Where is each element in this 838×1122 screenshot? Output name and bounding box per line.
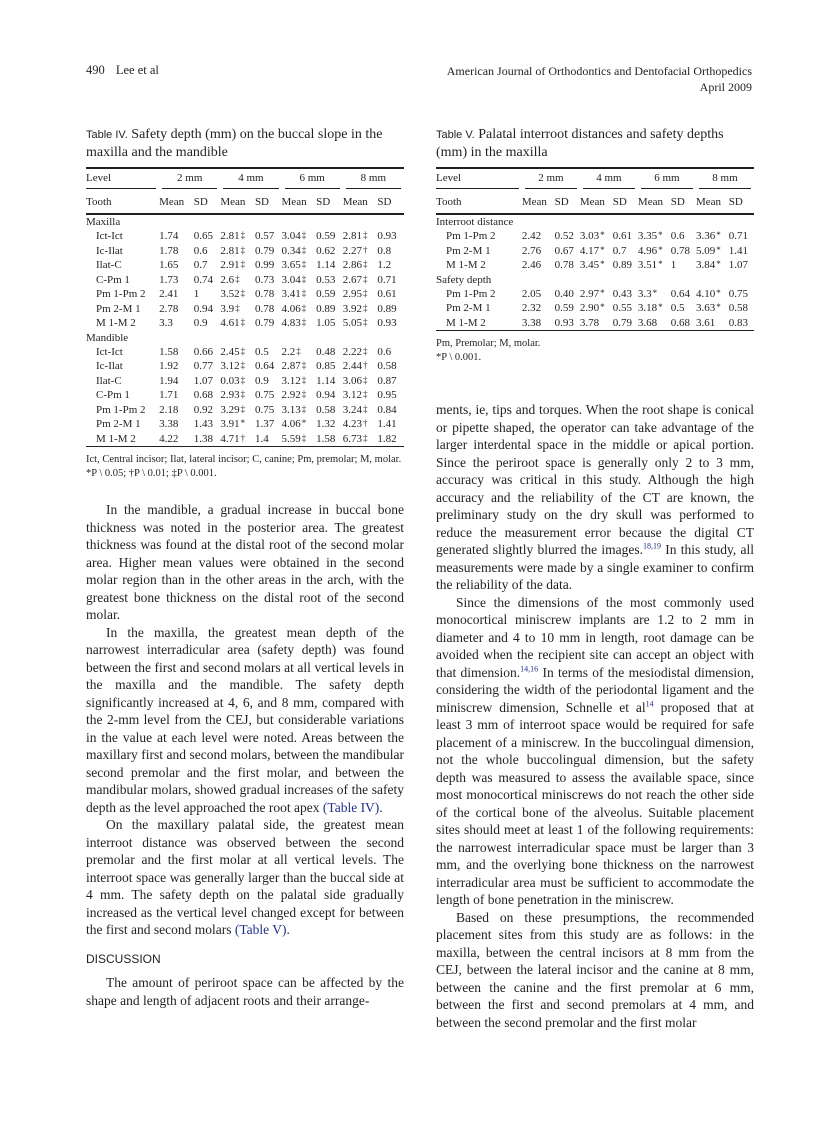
value-cell: 4.61‡ xyxy=(220,317,246,330)
value-cell: 2.46 xyxy=(521,259,542,272)
stat-header: Mean xyxy=(579,196,605,208)
value-cell: 2.81‡ xyxy=(220,230,246,243)
table4-abbrev-note: Ict, Central incisor; Ilat, lateral incisor; C, canine; Pm, premolar; M, molar. xyxy=(86,454,402,465)
citation-link[interactable]: 18,19 xyxy=(643,541,662,551)
left-column xyxy=(86,126,404,1009)
running-header-right xyxy=(447,63,752,95)
stat-header: SD xyxy=(316,196,331,208)
value-cell: 3.29‡ xyxy=(220,403,246,416)
value-cell: 2.93‡ xyxy=(220,389,246,402)
table-row xyxy=(86,229,404,244)
value-cell: 0.8 xyxy=(377,244,392,257)
value-cell: 0.89 xyxy=(612,259,632,272)
running-authors: Lee et al xyxy=(115,63,159,77)
value-cell: 0.68 xyxy=(193,389,213,402)
value-cell: 0.57 xyxy=(254,230,275,243)
table5-label: Table V. xyxy=(436,129,475,141)
table4-footnotes xyxy=(86,453,404,481)
value-cell: 0.74 xyxy=(193,273,213,286)
value-cell: 0.40 xyxy=(554,287,574,300)
value-cell: 1.05 xyxy=(316,317,336,330)
paragraph: On the maxillary palatal side, the greatest mean interroot distance was observed between the second premolar and the first molar at all vertical levels. The interroot space was generally larger than the buccal side at 4 mm. The safety depth on the palatal side gradually increased as the vertical level changed except for between the first and second molars (Table V). xyxy=(86,817,404,937)
stat-header: Mean xyxy=(695,196,721,208)
group-label: Safety depth xyxy=(436,273,492,286)
value-cell: 1.78 xyxy=(159,244,179,257)
value-cell: 4.71† xyxy=(220,432,246,445)
value-cell: 4.06* xyxy=(281,418,307,431)
tooth-cell: Pm 1-Pm 2 xyxy=(96,288,146,301)
value-cell: 1 xyxy=(193,288,200,301)
value-cell: 3.04‡ xyxy=(281,273,307,286)
value-cell: 0.64 xyxy=(670,287,690,300)
value-cell: 3.38 xyxy=(521,316,542,329)
value-cell: 5.09* xyxy=(695,244,721,257)
value-cell: 0.48 xyxy=(316,345,336,358)
value-cell: 1.65 xyxy=(159,259,179,272)
value-cell: 0.75 xyxy=(728,287,749,300)
tooth-cell: Pm 1-Pm 2 xyxy=(446,230,496,243)
level-column-header: 2 mm xyxy=(159,168,220,191)
tooth-cell: Ilat-C xyxy=(96,259,122,272)
value-cell: 0.58 xyxy=(728,302,749,315)
table5-abbrev-note: Pm, Premolar; M, molar. xyxy=(436,338,541,349)
table-row xyxy=(86,316,404,331)
value-cell: 0.78 xyxy=(670,244,690,257)
value-cell: 0.59 xyxy=(316,288,336,301)
value-cell: 0.7 xyxy=(193,259,208,272)
level-column-header: 8 mm xyxy=(696,168,754,191)
value-cell: 3.24‡ xyxy=(342,403,368,416)
value-cell: 0.84 xyxy=(377,403,397,416)
value-cell: 3.45* xyxy=(579,259,605,272)
value-cell: 3.06‡ xyxy=(342,374,368,387)
stat-header: SD xyxy=(728,196,743,208)
value-cell: 1 xyxy=(670,259,677,272)
paragraph: The amount of periroot space can be affected by the shape and length of adjacent roots and their arrange- xyxy=(86,975,404,1008)
value-cell: 0.87 xyxy=(377,374,397,387)
stat-header: Mean xyxy=(281,196,307,208)
value-cell: 2.76 xyxy=(521,244,542,257)
stat-header: SD xyxy=(612,196,627,208)
paragraph: In the mandible, a gradual increase in buccal bone thickness was noted in the posterior area. The greatest thickness was found at the distal root of the second molar area. Higher mean values were obtained in the second molar region than in the other areas in the arch, with the greatest bone thickness on the distal root of the second molar. xyxy=(86,502,404,622)
value-cell: 2.90* xyxy=(579,302,605,315)
value-cell: 2.44† xyxy=(342,360,368,373)
value-cell: 0.9 xyxy=(193,317,208,330)
value-cell: 3.12‡ xyxy=(220,360,246,373)
value-cell: 1.2 xyxy=(377,259,392,272)
value-cell: 3.68 xyxy=(637,316,658,329)
journal-name: American Journal of Orthodontics and Dentofacial Orthopedics xyxy=(446,64,752,78)
value-cell: 0.66 xyxy=(193,345,213,358)
stat-header: Mean xyxy=(220,196,246,208)
value-cell: 0.93 xyxy=(377,317,397,330)
tooth-cell: Ilat-C xyxy=(96,374,122,387)
value-cell: 3.3 xyxy=(159,317,173,330)
value-cell: 3.78 xyxy=(579,316,600,329)
level-column-header: 2 mm xyxy=(522,168,580,191)
value-cell: 2.41 xyxy=(159,288,179,301)
tooth-cell: C-Pm 1 xyxy=(96,389,130,402)
value-cell: 0.62 xyxy=(316,244,336,257)
value-cell: 0.03‡ xyxy=(220,374,246,387)
value-cell: 2.81‡ xyxy=(220,244,246,257)
table-row xyxy=(86,388,404,403)
value-cell: 3.41‡ xyxy=(281,288,307,301)
value-cell: 0.79 xyxy=(612,316,632,329)
value-cell: 2.45‡ xyxy=(220,345,246,358)
stat-header: Mean xyxy=(159,196,185,208)
value-cell: 1.07 xyxy=(728,259,749,272)
table-row xyxy=(86,287,404,302)
tooth-cell: C-Pm 1 xyxy=(96,273,130,286)
tooth-cell: Pm 1-Pm 2 xyxy=(446,287,496,300)
table-row xyxy=(86,403,404,418)
tooth-header: Tooth xyxy=(86,196,112,208)
value-cell: 0.6 xyxy=(377,345,392,358)
value-cell: 0.5 xyxy=(670,302,685,315)
value-cell: 2.32 xyxy=(521,302,542,315)
value-cell: 1.82 xyxy=(377,432,397,445)
table5-caption xyxy=(436,126,754,161)
table-row xyxy=(86,244,404,259)
value-cell: 0.89 xyxy=(316,302,336,315)
stat-header: SD xyxy=(377,196,392,208)
value-cell: 0.43 xyxy=(612,287,632,300)
value-cell: 0.59 xyxy=(316,230,336,243)
value-cell: 0.75 xyxy=(254,389,275,402)
table5-title: Palatal interroot distances and safety depths (mm) in the maxilla xyxy=(436,127,724,160)
right-body-text xyxy=(436,401,754,1031)
value-cell: 0.64 xyxy=(254,360,275,373)
tooth-cell: M 1-M 2 xyxy=(446,316,486,329)
level-header: Level xyxy=(436,168,522,191)
value-cell: 3.9‡ xyxy=(220,302,240,315)
value-cell: 3.51* xyxy=(637,259,663,272)
tooth-cell: Pm 2-M 1 xyxy=(446,302,491,315)
value-cell: 3.61 xyxy=(695,316,716,329)
value-cell: 0.71 xyxy=(728,230,749,243)
value-cell: 0.68 xyxy=(670,316,690,329)
value-cell: 0.78 xyxy=(254,302,275,315)
table-row xyxy=(86,345,404,360)
paragraph: Based on these presumptions, the recommended placement sites from this study are as follows: in the maxilla, between the central incisors at 8 mm from the CEJ, between the lateral incisor and the canine at 8 mm, between the canine and the first premolar at 6 mm, between the first and second premolars at 4 mm, and between the second premolar and the first molar xyxy=(436,909,754,1030)
table5-link[interactable]: (Table V) xyxy=(234,922,287,937)
group-label: Interroot distance xyxy=(436,216,514,228)
value-cell: 2.6‡ xyxy=(220,273,240,286)
table4 xyxy=(86,167,404,447)
level-column-header: 6 mm xyxy=(638,168,696,191)
stat-header: Mean xyxy=(521,196,547,208)
value-cell: 5.05‡ xyxy=(342,317,368,330)
value-cell: 0.53 xyxy=(316,273,336,286)
value-cell: 0.6 xyxy=(193,244,208,257)
value-cell: 0.59 xyxy=(554,302,574,315)
value-cell: 0.52 xyxy=(554,230,574,243)
group-label: Maxilla xyxy=(86,216,121,228)
level-header: Level xyxy=(86,168,159,191)
tooth-cell: Ict-Ict xyxy=(96,345,123,358)
value-cell: 3.36* xyxy=(695,230,721,243)
value-cell: 2.18 xyxy=(159,403,179,416)
value-cell: 2.27† xyxy=(342,244,368,257)
table4-link[interactable]: (Table IV) xyxy=(322,799,380,815)
value-cell: 0.5 xyxy=(254,345,269,358)
value-cell: 3.03* xyxy=(579,230,605,243)
table-row xyxy=(86,273,404,288)
value-cell: 3.12‡ xyxy=(281,374,307,387)
value-cell: 1.4 xyxy=(254,432,269,445)
value-cell: 3.92‡ xyxy=(342,302,368,315)
value-cell: 1.38 xyxy=(193,432,213,445)
value-cell: 1.58 xyxy=(159,345,179,358)
value-cell: 0.93 xyxy=(554,316,574,329)
value-cell: 1.41 xyxy=(728,244,749,257)
value-cell: 0.94 xyxy=(316,389,336,402)
value-cell: 0.55 xyxy=(612,302,632,315)
stat-header: SD xyxy=(193,196,208,208)
value-cell: 4.23† xyxy=(342,418,368,431)
value-cell: 3.18* xyxy=(637,302,663,315)
value-cell: 0.79 xyxy=(254,317,275,330)
table-row xyxy=(436,287,754,302)
value-cell: 0.6 xyxy=(670,230,685,243)
value-cell: 1.74 xyxy=(159,230,179,243)
paragraph: Since the dimensions of the most commonly used monocortical miniscrew implants are 1.2 to 2 mm in diameter and 4 to 10 mm in length, root damage can be avoided when the recipient site can accept an object with that dimension.$^{14,16}$ In terms of the mesiodistal dimension, considering the width of the periodontal ligament and the miniscrew dimension, Schnelle et $al^{14}$ proposed that at least 3 mm of interroot space would be required for safe placement of a miniscrew. In the buccolingual dimension, not the whole buccolingual dimension, but the safety depth was measured to assess the available space, since most monocortical miniscrews do not reach the other side of the cortical bone of the alveolus. Suitable placement sites should meet at least 1 of the following requirements: the narrowest interradicular space must be larger than 3 mm, and the overlying bone thickness on the narrowest interradicular area must be sufficient to accommodate the length of bone penetration in the miniscrew. xyxy=(436,594,754,907)
value-cell: 2.91‡ xyxy=(220,259,246,272)
table-row xyxy=(86,359,404,374)
value-cell: 0.85 xyxy=(316,360,336,373)
left-body-text xyxy=(86,501,404,1009)
table4-sig-note: *P \ 0.05; †P \ 0.01; ‡P \ 0.001. xyxy=(86,468,217,479)
value-cell: 0.34‡ xyxy=(281,244,307,257)
value-cell: 0.83 xyxy=(728,316,749,329)
table-row xyxy=(86,258,404,273)
value-cell: 2.67‡ xyxy=(342,273,368,286)
value-cell: 3.3* xyxy=(637,287,658,300)
value-cell: 2.81‡ xyxy=(342,230,368,243)
value-cell: 0.61 xyxy=(377,288,397,301)
value-cell: 3.38 xyxy=(159,418,179,431)
value-cell: 1.14 xyxy=(316,259,336,272)
citation-link[interactable]: 14 xyxy=(645,699,654,708)
value-cell: 2.92‡ xyxy=(281,389,307,402)
value-cell: 1.32 xyxy=(316,418,336,431)
value-cell: 3.13‡ xyxy=(281,403,307,416)
value-cell: 0.75 xyxy=(254,403,275,416)
value-cell: 0.77 xyxy=(193,360,213,373)
paragraph: ments, ie, tips and torques. When the root shape is conical or pipette shaped, the operator can take advantage of the larger interdental space in the middle or apical portion. Since the periroot space is generally only 2 to 3 mm, accuracy was critical in this study. Although the high accuracy and the reliability of the CT are known, the preliminary study on the dry skull was performed to reduce the measurement error because the digital CT generated slightly blurred the images.$^{18,19}$ In this study, all measurements were made by a single examiner to confirm the reliability of the data. xyxy=(436,402,754,592)
value-cell: 2.22‡ xyxy=(342,345,368,358)
level-column-header: 4 mm xyxy=(220,168,281,191)
value-cell: 3.04‡ xyxy=(281,230,307,243)
value-cell: 2.78 xyxy=(159,302,179,315)
tooth-header: Tooth xyxy=(436,196,462,208)
value-cell: 4.06‡ xyxy=(281,302,307,315)
table4-title: Safety depth (mm) on the buccal slope in the maxilla and the mandible xyxy=(86,127,383,160)
citation-link[interactable]: 14,16 xyxy=(520,664,539,673)
value-cell: 5.59‡ xyxy=(281,432,307,445)
value-cell: 1.92 xyxy=(159,360,179,373)
section-heading-discussion: DISCUSSION xyxy=(86,951,161,966)
tooth-cell: Pm 2-M 1 xyxy=(96,418,141,431)
value-cell: 4.22 xyxy=(159,432,179,445)
table-row xyxy=(86,302,404,317)
tooth-cell: Ic-Ilat xyxy=(96,360,123,373)
value-cell: 4.83‡ xyxy=(281,317,307,330)
value-cell: 1.71 xyxy=(159,389,179,402)
value-cell: 2.97* xyxy=(579,287,605,300)
value-cell: 0.9 xyxy=(254,374,269,387)
value-cell: 0.73 xyxy=(254,273,275,286)
value-cell: 0.94 xyxy=(193,302,213,315)
table-row xyxy=(86,417,404,432)
value-cell: 1.07 xyxy=(193,374,213,387)
value-cell: 3.63* xyxy=(695,302,721,315)
issue-date: April 2009 xyxy=(699,80,752,94)
table5 xyxy=(436,167,754,331)
table-row xyxy=(436,244,754,259)
tooth-cell: Ict-Ict xyxy=(96,230,123,243)
value-cell: 3.12‡ xyxy=(342,389,368,402)
value-cell: 4.17* xyxy=(579,244,605,257)
table-row xyxy=(86,432,404,447)
tooth-cell: Pm 2-M 1 xyxy=(446,244,491,257)
value-cell: 3.84* xyxy=(695,259,721,272)
level-column-header: 6 mm xyxy=(282,168,343,191)
value-cell: 1.94 xyxy=(159,374,179,387)
value-cell: 0.78 xyxy=(554,259,574,272)
value-cell: 2.05 xyxy=(521,287,542,300)
value-cell: 2.87‡ xyxy=(281,360,307,373)
tooth-cell: Ic-Ilat xyxy=(96,244,123,257)
stat-header: SD xyxy=(670,196,685,208)
value-cell: 2.86‡ xyxy=(342,259,368,272)
value-cell: 0.99 xyxy=(254,259,275,272)
value-cell: 0.7 xyxy=(612,244,627,257)
value-cell: 2.2‡ xyxy=(281,345,301,358)
group-label: Mandible xyxy=(86,331,129,344)
tooth-cell: M 1-M 2 xyxy=(96,432,136,445)
stat-header: SD xyxy=(554,196,569,208)
value-cell: 1.14 xyxy=(316,374,336,387)
table-row xyxy=(436,316,754,331)
stat-header: SD xyxy=(254,196,269,208)
value-cell: 2.42 xyxy=(521,230,542,243)
table-row xyxy=(436,229,754,244)
page-number: 490 xyxy=(86,63,105,77)
value-cell: 0.78 xyxy=(254,288,275,301)
value-cell: 1.37 xyxy=(254,418,275,431)
value-cell: 0.65 xyxy=(193,230,213,243)
tooth-cell: M 1-M 2 xyxy=(446,259,486,272)
value-cell: 0.89 xyxy=(377,302,397,315)
table5-footnotes xyxy=(436,337,754,365)
value-cell: 3.91* xyxy=(220,418,246,431)
level-column-header: 4 mm xyxy=(580,168,638,191)
value-cell: 0.67 xyxy=(554,244,574,257)
value-cell: 1.43 xyxy=(193,418,213,431)
value-cell: 4.10* xyxy=(695,287,721,300)
value-cell: 1.58 xyxy=(316,432,336,445)
value-cell: 3.65‡ xyxy=(281,259,307,272)
tooth-cell: Pm 1-Pm 2 xyxy=(96,403,146,416)
table5-sig-note: *P \ 0.001. xyxy=(436,352,482,363)
tooth-cell: Pm 2-M 1 xyxy=(96,302,141,315)
value-cell: 0.79 xyxy=(254,244,275,257)
right-column xyxy=(436,126,754,1031)
stat-header: Mean xyxy=(342,196,368,208)
value-cell: 4.96* xyxy=(637,244,663,257)
value-cell: 1.41 xyxy=(377,418,397,431)
value-cell: 6.73‡ xyxy=(342,432,368,445)
table-row xyxy=(86,374,404,389)
running-header-left xyxy=(86,63,159,78)
value-cell: 0.61 xyxy=(612,230,632,243)
paragraph: In the maxilla, the greatest mean depth of the narrowest interradicular area (safety depth) was found between the first and second molars at all vertical levels in the maxilla and the mandible. The safety depth significantly increased at 4, 6, and 8 mm, compared with the 2-mm level from the CEJ, but considerable variations in the value at each level were noted. Areas between the maxillary first and second molars, between the mandibular second premolar and the first molar, and between the mandibular molars, showed gradual increases of the safety depth as the level approached the root apex (Table IV). xyxy=(86,624,404,815)
value-cell: 3.52‡ xyxy=(220,288,246,301)
value-cell: 0.58 xyxy=(316,403,336,416)
value-cell: 2.95‡ xyxy=(342,288,368,301)
stat-header: Mean xyxy=(637,196,663,208)
table-row xyxy=(436,258,754,273)
table-row xyxy=(436,301,754,316)
value-cell: 0.95 xyxy=(377,389,397,402)
value-cell: 0.71 xyxy=(377,273,397,286)
table4-label: Table IV. xyxy=(86,129,128,141)
value-cell: 0.93 xyxy=(377,230,397,243)
value-cell: 1.73 xyxy=(159,273,179,286)
value-cell: 0.92 xyxy=(193,403,213,416)
value-cell: 3.35* xyxy=(637,230,663,243)
table4-caption xyxy=(86,126,404,161)
value-cell: 0.58 xyxy=(377,360,397,373)
level-column-header: 8 mm xyxy=(343,168,404,191)
tooth-cell: M 1-M 2 xyxy=(96,317,136,330)
